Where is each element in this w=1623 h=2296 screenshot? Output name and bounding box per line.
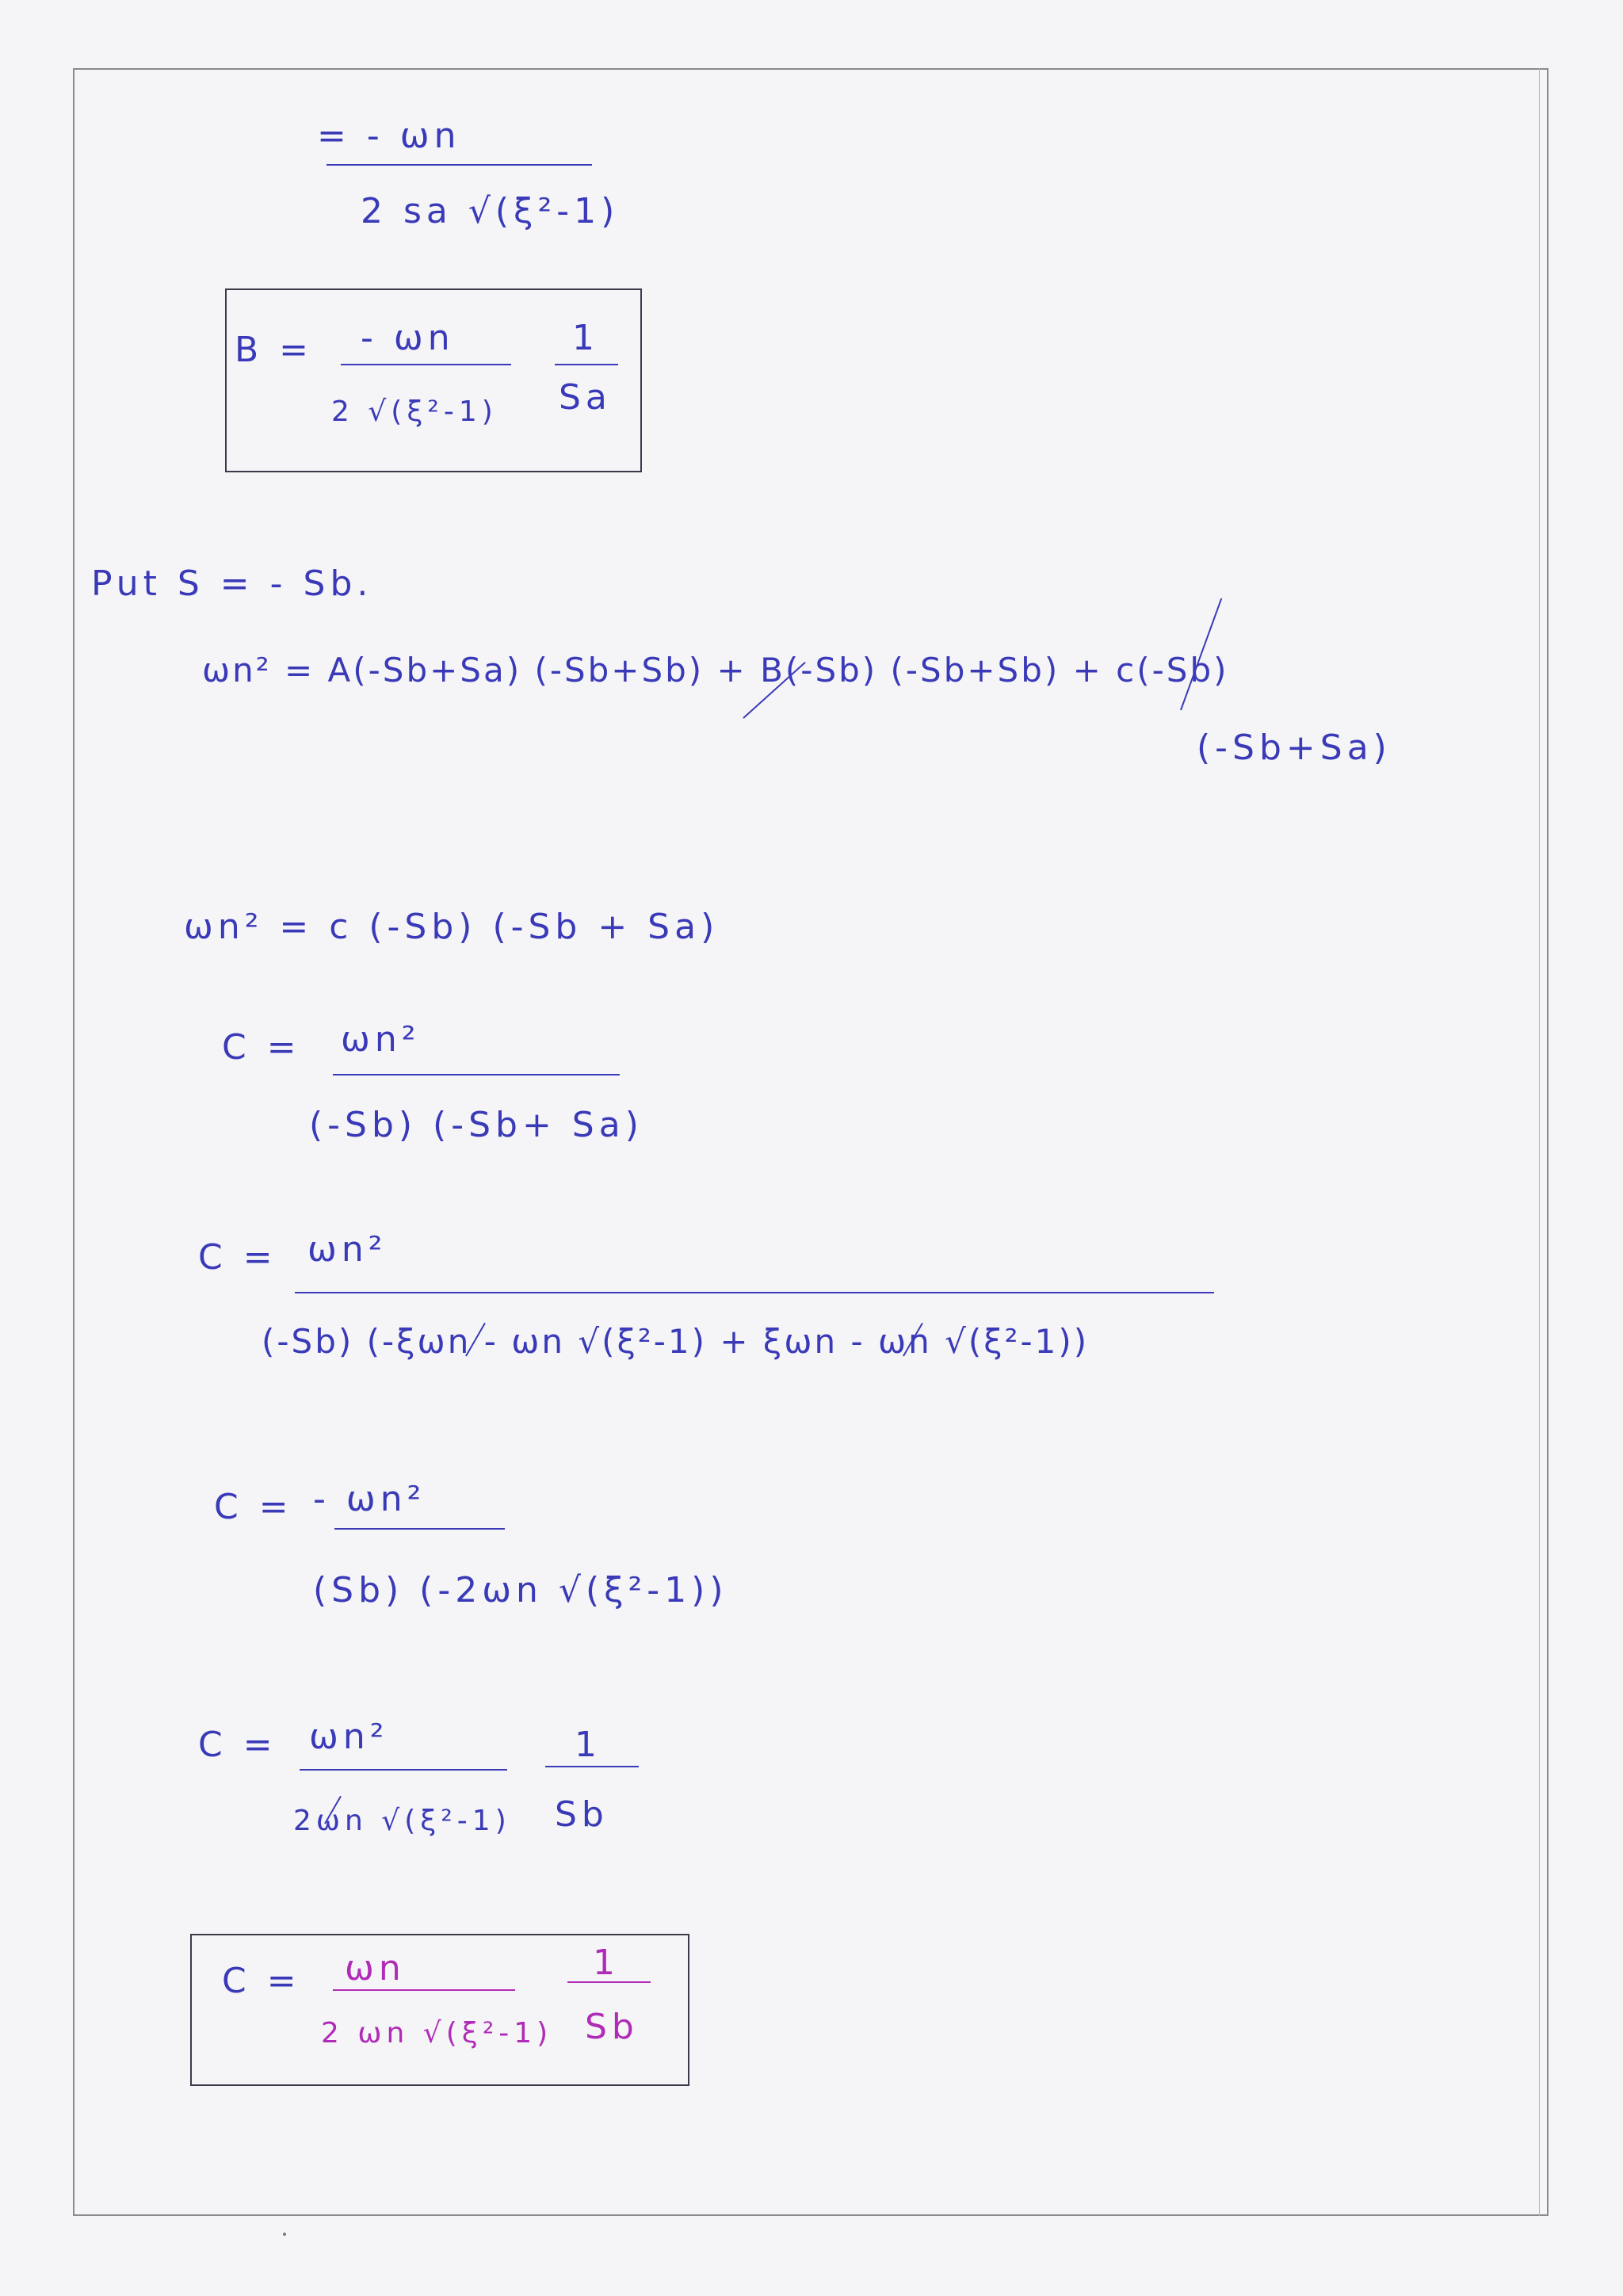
eqb-bar1 (341, 364, 511, 365)
eqb-den2: Sa (559, 377, 612, 418)
eq6-label: C = (214, 1487, 293, 1527)
eq7-num1: ωn² (309, 1717, 389, 1757)
eq6-numerator: - ωn² (313, 1479, 426, 1519)
eqc-label: C = (222, 1961, 301, 2001)
eqb-label: B = (235, 330, 314, 370)
eq2-line2: (-Sb+Sa) (1197, 728, 1392, 768)
eq4-label: C = (222, 1027, 301, 1068)
eq7-den1: 2ωn √(ξ²-1) (293, 1805, 511, 1837)
eq4-fraction-bar (333, 1074, 620, 1075)
eq4-numerator: ωn² (341, 1019, 421, 1060)
eq7-bar2 (545, 1766, 639, 1767)
eqb-den1: 2 √(ξ²-1) (331, 395, 498, 428)
eq1-fraction-bar (327, 164, 592, 166)
eq5-numerator: ωn² (307, 1229, 388, 1270)
eq5-label: C = (198, 1237, 277, 1278)
eq3: ωn² = c (-Sb) (-Sb + Sa) (184, 907, 720, 947)
eq1-numerator: = - ωn (317, 116, 461, 156)
eq2-line1: ωn² = A(-Sb+Sa) (-Sb+Sb) + B(-Sb) (-Sb+Sb) + c(-Sb) (202, 651, 1229, 690)
scan-speck (283, 2233, 286, 2236)
eq7-num2: 1 (575, 1725, 601, 1765)
eqc-num1: ωn (345, 1948, 406, 1988)
eq7-bar1 (300, 1769, 507, 1771)
eqc-den2: Sb (585, 2007, 639, 2047)
eqc-num2: 1 (593, 1943, 620, 1983)
page-border-inner (1539, 68, 1540, 2216)
eq1-denominator: 2 sa √(ξ²-1) (361, 191, 620, 231)
eqb-bar2 (555, 364, 618, 365)
eq7-label: C = (198, 1725, 277, 1765)
eq7-den2: Sb (555, 1794, 609, 1835)
eq6-denominator: (Sb) (-2ωn √(ξ²-1)) (313, 1570, 728, 1610)
eq6-fraction-bar (334, 1528, 505, 1530)
eqc-bar2 (567, 1981, 651, 1983)
eq4-denominator: (-Sb) (-Sb+ Sa) (309, 1105, 643, 1145)
eq5-denominator: (-Sb) (-ξωn - ωn √(ξ²-1) + ξωn - ωn √(ξ²-1)) (262, 1322, 1090, 1361)
eqb-num1: - ωn (361, 318, 455, 358)
put-statement: Put S = - Sb. (91, 563, 373, 604)
eqb-num2: 1 (572, 318, 599, 358)
eq5-fraction-bar (295, 1292, 1214, 1293)
eqc-den1: 2 ωn √(ξ²-1) (321, 2017, 553, 2050)
eqc-bar1 (333, 1989, 515, 1991)
